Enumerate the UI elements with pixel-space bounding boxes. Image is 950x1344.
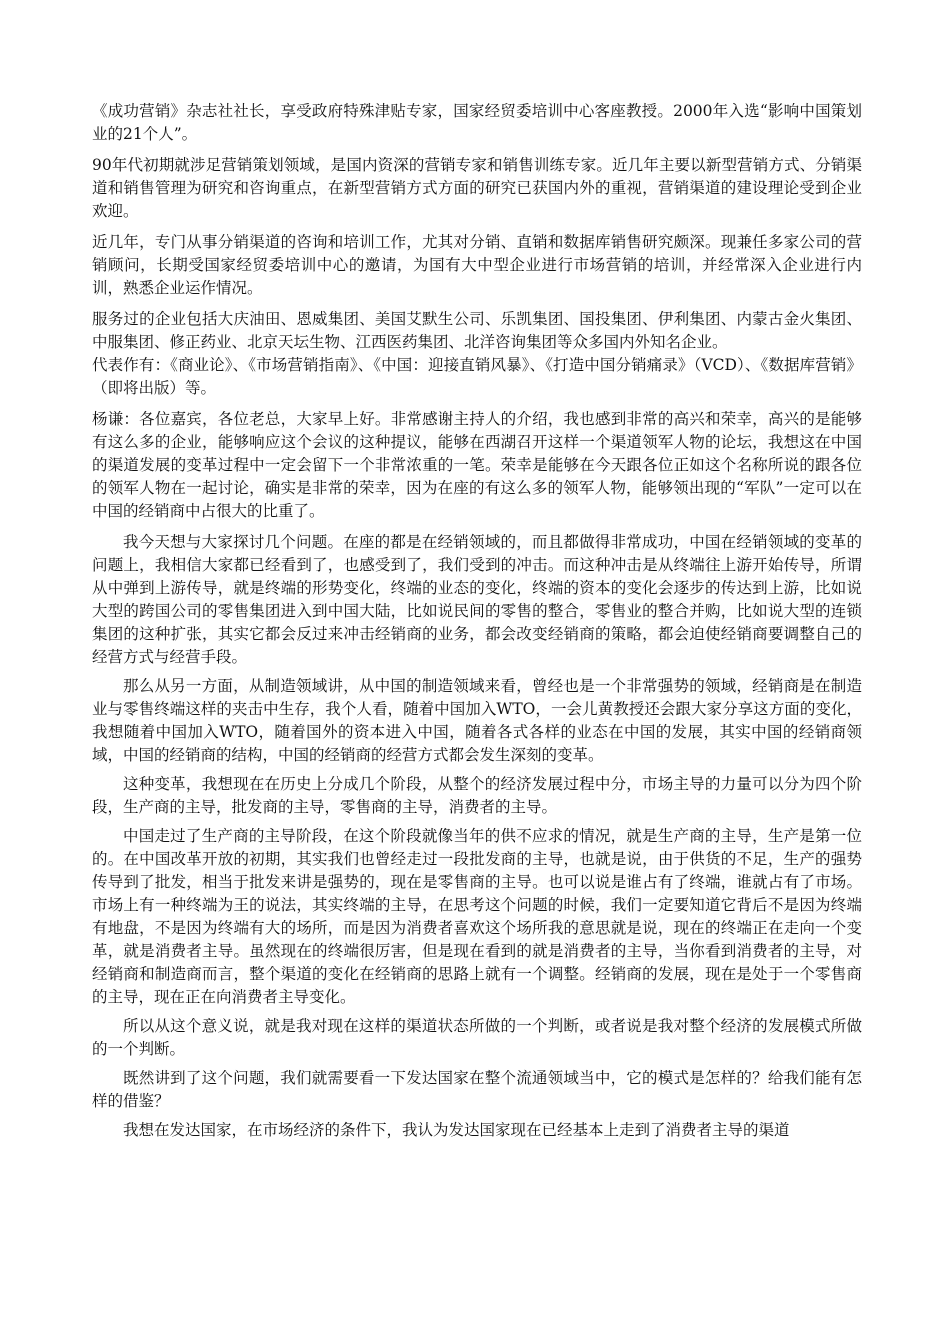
speech-paragraph: 这种变革，我想现在在历史上分成几个阶段，从整个的经济发展过程中分，市场主导的力量可以分为四个阶段，生产商的主导，批发商的主导，零售商的主导，消费者的主导。: [92, 775, 862, 816]
author-expertise-paragraph: 90年代初期就涉足营销策划领域，是国内资深的营销专家和销售训练专家。近几年主要以新型营销方式、分销渠道和销售管理为研究和咨询重点，在新型营销方式方面的研究已获国内外的重视，营销渠道的建设理论受到企业欢迎。: [92, 156, 862, 220]
speech-paragraph: 中国走过了生产商的主导阶段，在这个阶段就像当年的供不应求的情况，就是生产商的主导，生产是第一位的。在中国改革开放的初期，其实我们也曾经走过一段批发商的主导，也就是说，由于供货的不足，生产的强势传导到了批发，相当于批发来讲是强势的，现在是零售商的主导。也可以说是谁占有了终端，谁就占有了市场。市场上有一种终端为王的说法，其实终端的主导，在思考这个问题的时候，我们一定要知道它背后不是因为终端有地盘，不是因为终端有大的场所，而是因为消费者喜欢这个场所我的意思就是说，现在的终端正在走向一个变革，就是消费者主导。虽然现在的终端很厉害，但是现在看到的就是消费者的主导，当你看到消费者的主导，对经销商和制造商而言，整个渠道的变化在经销商的思路上就有一个调整。经销商的发展，现在是处于一个零售商的主导，现在正在向消费者主导变化。: [92, 827, 862, 1006]
author-intro-paragraph: 《成功营销》杂志社社长，享受政府特殊津贴专家，国家经贸委培训中心客座教授。2000年入选“影响中国策划业的21个人”。: [92, 102, 862, 143]
speech-paragraph: 我今天想与大家探讨几个问题。在座的都是在经销领域的，而且都做得非常成功，中国在经销领域的变革的问题上，我相信大家都已经看到了，也感受到了，我们受到的冲击。而这种冲击是从终端往上游开始传导，所谓从中弹到上游传导，就是终端的形势变化，终端的业态的变化，终端的资本的变化会逐步的传达到上游，比如说大型的跨国公司的零售集团进入到中国大陆，比如说民间的零售的整合，零售业的整合并购，比如说大型的连锁集团的这种扩张，其实它都会反过来冲击经销商的业务，都会改变经销商的策略，都会迫使经销商要调整自己的经营方式与经营手段。: [92, 533, 862, 666]
publications-paragraph: 代表作有：《商业论》、《市场营销指南》、《中国：迎接直销风暴》、《打造中国分销痛录》（VCD）、《数据库营销》（即将出版）等。: [92, 356, 862, 397]
document-page: [92, 100, 862, 1148]
clients-paragraph: 服务过的企业包括大庆油田、恩威集团、美国艾默生公司、乐凯集团、国投集团、伊利集团、内蒙古金火集团、中服集团、修正药业、北京天坛生物、江西医药集团、北洋咨询集团等众多国内外知名企业。: [92, 310, 862, 351]
author-work-paragraph: 近几年，专门从事分销渠道的咨询和培训工作，尤其对分销、直销和数据库销售研究颇深。现兼任多家公司的营销顾问，长期受国家经贸委培训中心的邀请，为国有大中型企业进行市场营销的培训，并经常深入企业进行内训，熟悉企业运作情况。: [92, 233, 862, 297]
speech-opening-paragraph: 杨谦：各位嘉宾，各位老总，大家早上好。非常感谢主持人的介绍，我也感到非常的高兴和荣幸，高兴的是能够有这么多的企业，能够响应这个会议的这种提议，能够在西湖召开这样一个渠道领军人物的论坛，我想这在中国的渠道发展的变革过程中一定会留下一个非常浓重的一笔。荣幸是能够在今天跟各位正如这个名称所说的跟各位的领军人物在一起讨论，确实是非常的荣幸，因为在座的有这么多的领军人物，能够领出现的“军队”一定可以在中国的经销商中占很大的比重了。: [92, 410, 862, 520]
speech-paragraph: 既然讲到了这个问题，我们就需要看一下发达国家在整个流通领域当中，它的模式是怎样的？给我们能有怎样的借鉴？: [92, 1069, 862, 1110]
speech-paragraph: 那么从另一方面，从制造领域讲，从中国的制造领域来看，曾经也是一个非常强势的领域，经销商是在制造业与零售终端这样的夹击中生存，我个人看，随着中国加入WTO，一会儿黄教授还会跟大家分享这方面的变化，我想随着中国加入WTO，随着国外的资本进入中国，随着各式各样的业态在中国的发展，其实中国的经销商领域，中国的经销商的结构，中国的经销商的经营方式都会发生深刻的变革。: [92, 677, 862, 764]
speech-paragraph: 我想在发达国家，在市场经济的条件下，我认为发达国家现在已经基本上走到了消费者主导的渠道: [123, 1121, 790, 1139]
speech-paragraph: 所以从这个意义说，就是我对现在这样的渠道状态所做的一个判断，或者说是我对整个经济的发展模式所做的一个判断。: [92, 1017, 862, 1058]
